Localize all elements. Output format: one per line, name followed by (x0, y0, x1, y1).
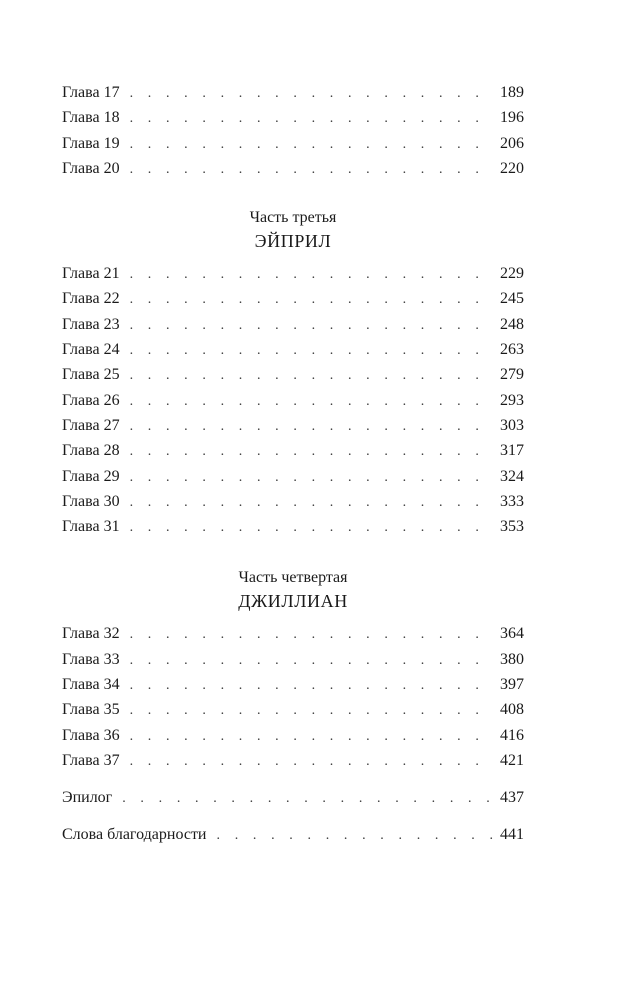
toc-entry (62, 286, 524, 311)
toc-entry-page: 324 (500, 467, 524, 485)
toc-entry (62, 413, 524, 438)
toc-entry (62, 388, 524, 413)
toc-entry (62, 156, 524, 181)
toc-entry-label: Глава 17 (62, 84, 120, 101)
toc-entry-label: Глава 36 (62, 726, 120, 744)
toc-dot-leader (130, 287, 494, 312)
toc-group-1 (62, 80, 524, 181)
toc-dot-leader (130, 157, 494, 182)
toc-entry-page: 206 (500, 134, 524, 152)
toc-entry-label: Слова благодарности (62, 825, 207, 843)
toc-entry-page: 437 (500, 789, 524, 807)
toc-entry-page: 353 (500, 518, 524, 536)
toc-dot-leader (130, 81, 494, 106)
toc-entry (62, 337, 524, 362)
part-heading-three (62, 207, 524, 253)
toc-dot-leader (130, 132, 494, 157)
part-title: ЭЙПРИЛ (254, 231, 332, 252)
toc-entry-label: Глава 28 (62, 442, 120, 460)
toc-dot-leader (130, 515, 494, 540)
toc-dot-leader (122, 786, 494, 811)
toc-entry-label: Глава 35 (62, 701, 120, 719)
toc-entry-page: 416 (500, 726, 524, 744)
toc-entry-label: Глава 30 (62, 492, 120, 510)
toc-dot-leader (130, 648, 494, 673)
toc-entry (62, 748, 524, 773)
toc-entry-acknowledgements (62, 822, 524, 847)
toc-entry-page: 333 (500, 492, 524, 510)
toc-group-3 (62, 621, 524, 773)
toc-dot-leader (130, 389, 494, 414)
toc-dot-leader (130, 338, 494, 363)
toc-entry-label: Глава 18 (62, 109, 120, 127)
toc-group-back-matter (62, 785, 524, 847)
toc-dot-leader (217, 823, 495, 848)
toc-dot-leader (130, 673, 494, 698)
toc-entry-page: 441 (500, 825, 524, 843)
toc-entry-page: 317 (500, 442, 524, 460)
part-title: ДЖИЛЛИАН (238, 591, 348, 612)
toc-entry-label: Глава 22 (62, 290, 120, 308)
toc-entry-page: 408 (500, 701, 524, 719)
part-label: Часть третья (249, 209, 337, 227)
toc-entry-label: Глава 34 (62, 676, 120, 694)
toc-dot-leader (130, 439, 494, 464)
toc-dot-leader (130, 724, 494, 749)
toc-entry (62, 672, 524, 697)
toc-entry-page: 245 (500, 290, 524, 308)
toc-entry-label: Глава 20 (62, 159, 120, 177)
toc-dot-leader (130, 490, 494, 515)
toc-entry (62, 131, 524, 156)
toc-dot-leader (130, 698, 494, 723)
toc-entry (62, 362, 524, 387)
toc-entry-page: 380 (500, 650, 524, 668)
toc-entry-label: Глава 19 (62, 134, 120, 152)
toc-group-2 (62, 261, 524, 539)
toc-entry-page: 248 (500, 315, 524, 333)
toc-entry-page: 279 (500, 366, 524, 384)
toc-entry-page: 189 (500, 84, 524, 101)
toc-entry-page: 220 (500, 159, 524, 177)
toc-entry-page: 196 (500, 109, 524, 127)
toc-entry-label: Глава 25 (62, 366, 120, 384)
toc-entry-label: Глава 29 (62, 467, 120, 485)
toc-entry-label: Глава 31 (62, 518, 120, 536)
part-label: Часть четвертая (238, 569, 348, 587)
toc-entry-page: 397 (500, 676, 524, 694)
toc-entry (62, 647, 524, 672)
toc-entry (62, 514, 524, 539)
toc-dot-leader (130, 414, 494, 439)
toc-entry (62, 464, 524, 489)
toc-entry-label: Глава 24 (62, 341, 120, 359)
toc-dot-leader (130, 622, 494, 647)
toc-dot-leader (130, 262, 494, 287)
toc-entry-page: 293 (500, 391, 524, 409)
part-heading-four (62, 567, 524, 613)
toc-entry-label: Глава 21 (62, 265, 120, 283)
toc-dot-leader (130, 363, 494, 388)
toc-entry (62, 697, 524, 722)
toc-entry (62, 261, 524, 286)
toc-entry (62, 489, 524, 514)
toc-dot-leader (130, 106, 494, 131)
toc-entry-label: Глава 26 (62, 391, 120, 409)
toc-entry-page: 364 (500, 625, 524, 643)
toc-entry-page: 303 (500, 416, 524, 434)
table-of-contents (62, 80, 524, 847)
toc-dot-leader (130, 749, 494, 774)
toc-entry-page: 421 (500, 751, 524, 769)
toc-entry-label: Глава 23 (62, 315, 120, 333)
toc-entry (62, 312, 524, 337)
toc-entry-page: 229 (500, 265, 524, 283)
toc-entry-label: Глава 32 (62, 625, 120, 643)
toc-dot-leader (130, 465, 494, 490)
toc-entry-page: 263 (500, 341, 524, 359)
toc-entry (62, 438, 524, 463)
toc-entry-label: Эпилог (62, 789, 113, 807)
toc-dot-leader (130, 313, 494, 338)
toc-entry (62, 105, 524, 130)
toc-entry (62, 723, 524, 748)
toc-entry-label: Глава 27 (62, 416, 120, 434)
toc-entry (62, 621, 524, 646)
toc-entry-label: Глава 33 (62, 650, 120, 668)
toc-entry-label: Глава 37 (62, 751, 120, 769)
toc-entry-epilogue (62, 785, 524, 810)
toc-entry (62, 80, 524, 105)
